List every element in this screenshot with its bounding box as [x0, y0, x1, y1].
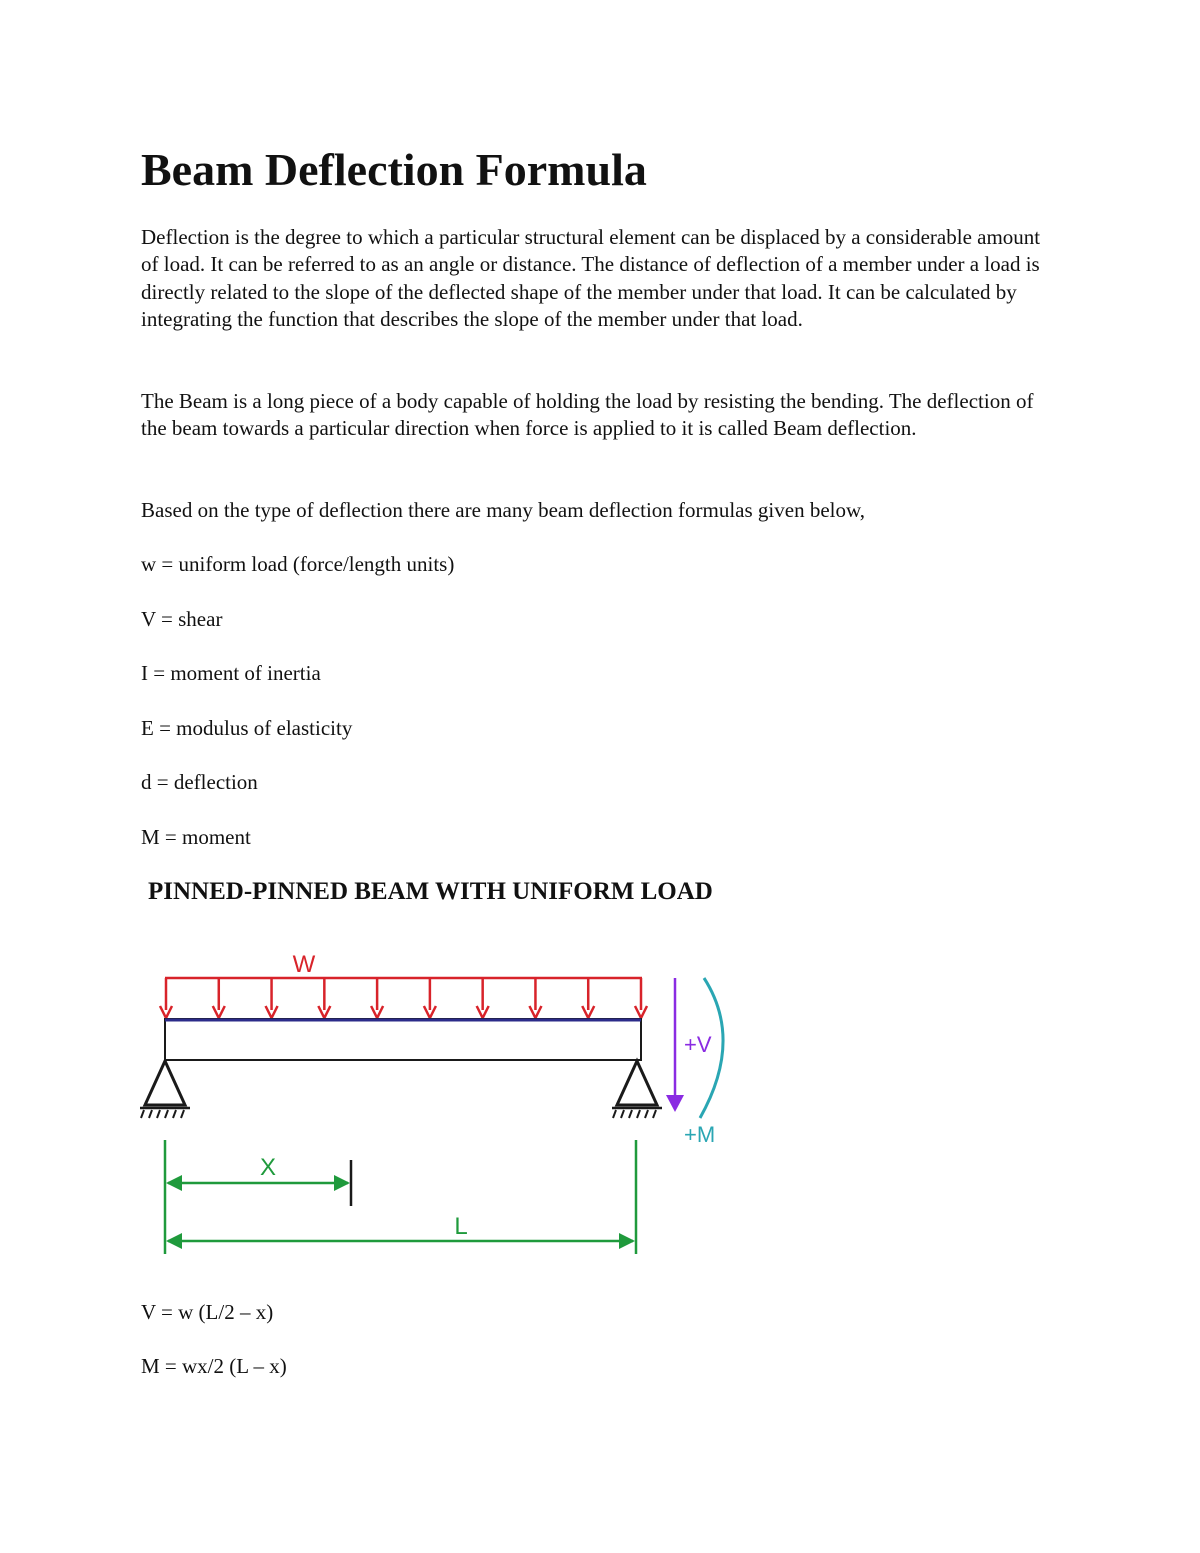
- left-support-hatch: [141, 1110, 184, 1118]
- definition-deflection: d = deflection: [141, 770, 258, 794]
- length-label: L: [454, 1213, 468, 1240]
- x-arrow-left: [166, 1175, 182, 1191]
- left-pin-support: [140, 1061, 190, 1118]
- paragraph-beam-definition: The Beam is a long piece of a body capable of holding the load by resisting the bending. The deflection of the beam towards a particular direction when force is applied to it is called Beam deflection.: [141, 389, 1034, 441]
- right-support-triangle: [617, 1061, 657, 1105]
- beam-diagram-svg: [138, 940, 738, 1270]
- l-arrow-left: [166, 1233, 182, 1249]
- shear-label: +V: [684, 1032, 712, 1057]
- uniform-load: [160, 978, 647, 1018]
- definition-modulus-of-elasticity: E = modulus of elasticity: [141, 716, 353, 740]
- section-heading-pinned-pinned: PINNED-PINNED BEAM WITH UNIFORM LOAD: [148, 878, 713, 905]
- shear-sign-arrow: [666, 978, 684, 1112]
- right-pin-support: [612, 1061, 662, 1118]
- definition-shear: V = shear: [141, 607, 223, 631]
- definition-moment-of-inertia: I = moment of inertia: [141, 661, 321, 685]
- left-support-triangle: [145, 1061, 185, 1105]
- beam-body: [165, 1019, 641, 1060]
- load-arrows: [160, 978, 647, 1018]
- definition-uniform-load: w = uniform load (force/length units): [141, 552, 455, 576]
- paragraph-formulas-intro: Based on the type of deflection there are many beam deflection formulas given below,: [141, 498, 866, 522]
- x-arrow-right: [334, 1175, 350, 1191]
- x-label: X: [259, 1154, 277, 1181]
- formula-moment: M = wx/2 (L – x): [141, 1354, 287, 1378]
- definition-moment: M = moment: [141, 825, 251, 849]
- shear-arrow-head: [666, 1095, 684, 1112]
- l-arrow-right: [619, 1233, 635, 1249]
- load-label: W: [292, 951, 316, 978]
- formula-shear: V = w (L/2 – x): [141, 1300, 274, 1324]
- beam-diagram: [138, 940, 738, 1270]
- right-support-hatch: [613, 1110, 656, 1118]
- paragraph-deflection-definition: Deflection is the degree to which a particular structural element can be displaced by a considerable amount of load. It can be referred to as an angle or distance. The distance of deflection of a member under a load is directly related to the slope of the deflected shape of the member under that load. It can be calculated by integrating the function that describes the slope of the member under that load.: [141, 225, 1041, 331]
- page-title: Beam Deflection Formula: [141, 144, 647, 195]
- moment-label: +M: [684, 1122, 716, 1147]
- dimension-lines: [165, 1140, 636, 1254]
